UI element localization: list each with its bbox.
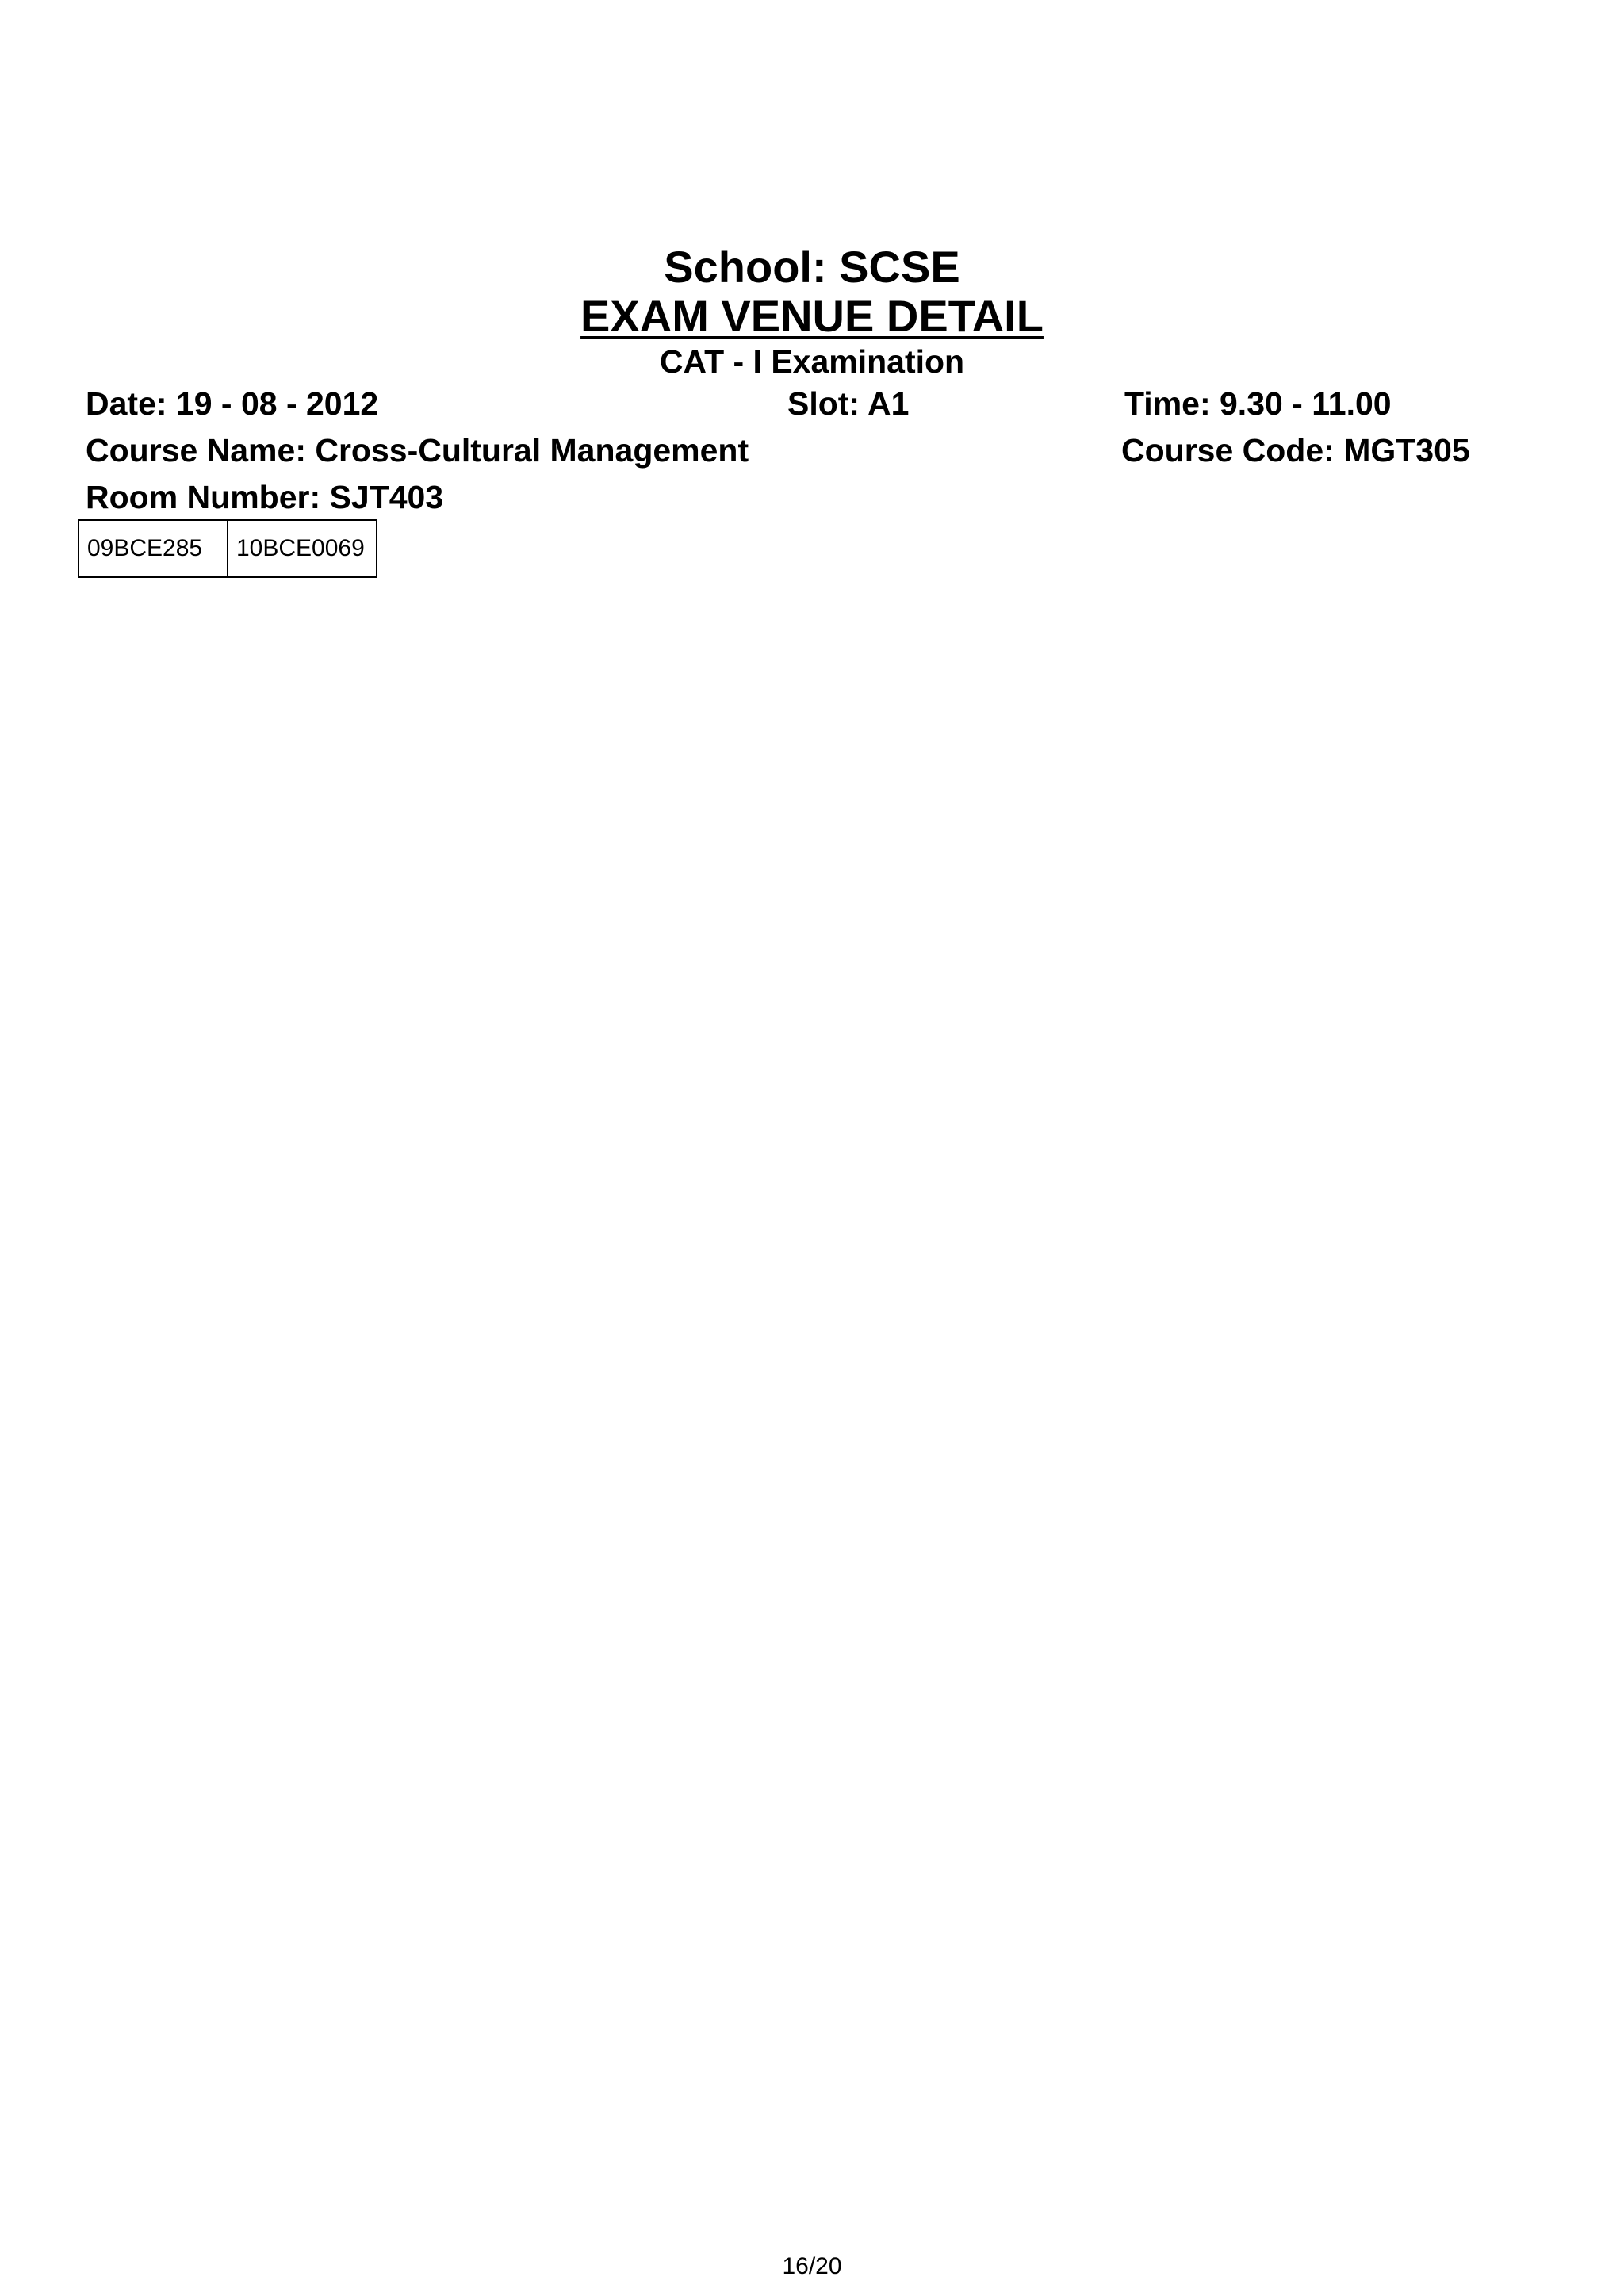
room-number: Room Number: SJT403: [86, 479, 444, 515]
register-number-cell: 10BCE0069: [227, 521, 376, 576]
page-title: EXAM VENUE DETAIL: [580, 291, 1044, 341]
school-heading: School: SCSE: [664, 242, 960, 292]
student-register-table: [78, 519, 377, 578]
exam-name: CAT - I Examination: [659, 343, 965, 380]
exam-date: Date: 19 - 08 - 2012: [86, 385, 379, 422]
register-number-cell: 09BCE285: [87, 535, 203, 561]
page-number: 16/20: [782, 2253, 842, 2279]
exam-time: Time: 9.30 - 11.00: [1124, 385, 1392, 422]
exam-slot: Slot: A1: [787, 385, 910, 422]
course-code: Course Code: MGT305: [1121, 432, 1470, 469]
course-name: Course Name: Cross-Cultural Management: [86, 432, 749, 469]
